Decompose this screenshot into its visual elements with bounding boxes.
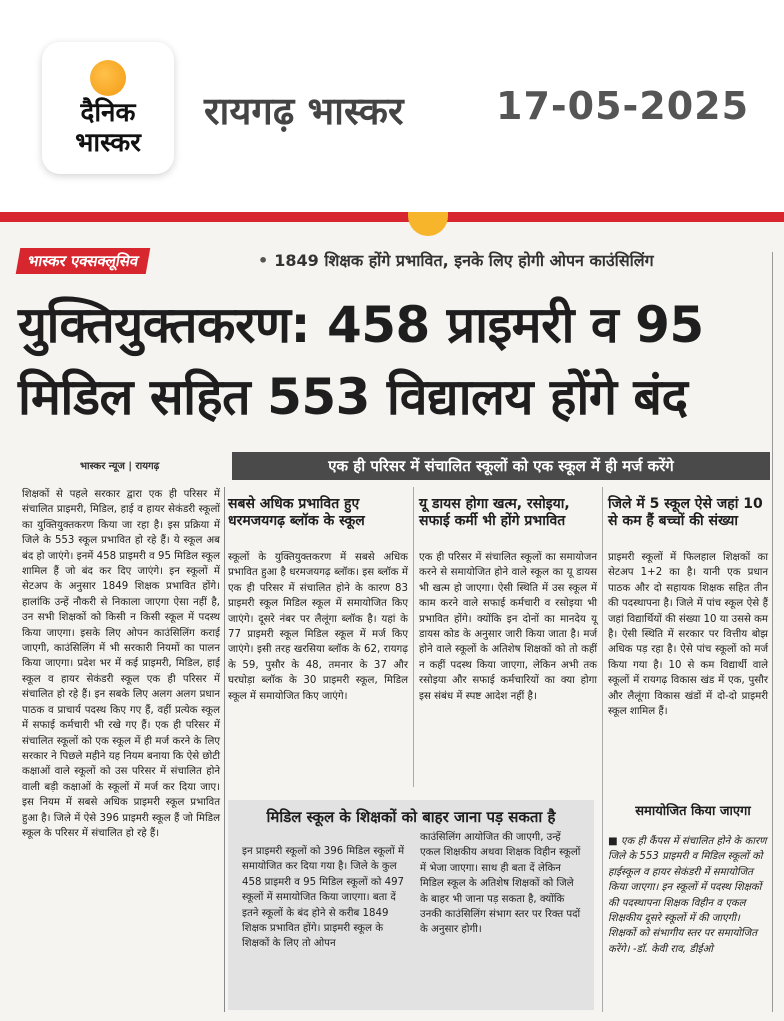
column-divider — [413, 487, 414, 787]
byline: भास्कर न्यूज | रायगढ़ — [80, 461, 160, 472]
section-banner: एक ही परिसर में संचालित स्कूलों को एक स्कूल में ही मर्ज करेंगे — [232, 452, 770, 480]
adjacent-article-edge — [772, 252, 784, 1012]
sun-icon — [90, 60, 126, 96]
bullet-icon: • — [258, 251, 269, 270]
sidebar-box — [228, 800, 594, 1010]
edition-date: 17-05-2025 — [496, 84, 750, 128]
column4-heading: जिले में 5 स्कूल ऐसे जहां 10 से कम हैं बच्चों की संख्या — [608, 496, 763, 529]
headline-line1: युक्तियुक्तकरण: 458 प्राइमरी व 95 — [18, 296, 704, 354]
kicker-text — [258, 248, 654, 274]
box-left-text: इन प्राइमरी स्कूलों को 396 मिडिल स्कूलों में समायोजित कर दिया गया है। जिले के कुल 458 प्राइमरी व 95 मिडिल स्कूलों को 497 स्कूलों में समायोजित किया जाएगा। बता दें इतने स्कूलों के बंद होने से करीब 1849 शिक्षक प्रभावित होंगे। प्राइमरी स्कूल के शिक्षकों के लिए तो ओपन — [242, 846, 405, 950]
box-right-text: काउंसिलिंग आयोजित की जाएगी, उन्हें एकल शिक्षकीय अथवा शिक्षक विहीन स्कूलों में भेजा जाएगा। साथ ही बता दें लेकिन मिडिल स्कूल के अतिशेष शिक्षकों को जिले के बाहर भी जाना पड़ सकता है, क्योंकि उनकी काउंसिलिंग संभाग स्तर पर रिक्त पदों के अनुसार होगी। — [420, 832, 581, 936]
box-heading: मिडिल स्कूल के शिक्षकों को बाहर जाना पड़ सकता है — [266, 808, 556, 826]
logo-line1: दैनिक — [80, 98, 136, 128]
column3-body: एक ही परिसर में संचालित स्कूलों का समायोजन करने से समायोजित होने वाले स्कूल का यू डायस भी खत्म हो जाएगा। ऐसी स्थिति में उस स्कूल में काम करने वाले सफाई कर्मचारी व रसोइया भी प्रभावित होंगे। क्योंकि इन दोनों का मानदेय यू डायस कोड के अनुसार जारी किया जाता है। मर्ज होने वाले स्कूलों के अतिशेष शिक्षकों को तो कहीं न कहीं पदस्थ किया जाएगा, लेकिन अभी तक रसोइया और सफाई कर्मचारियों का क्या होगा इस संबंध में स्पष्ट आदेश नहीं है। — [419, 552, 597, 702]
masthead — [0, 0, 784, 212]
official-quote: ■ एक ही कैंपस में संचालित होने के कारण जिले के 553 प्राइमरी व मिडिल स्कूलों को हाईस्कूल व हायर सेकंडरी में समायोजित किया जाएगा। इन स्कूलों में पदस्थ शिक्षकों की पदस्थापना शिक्षक विहीन व एकल शिक्षकीय दूसरे स्कूलों में की जाएगी। शिक्षकों को संभागीय स्तर पर समायोजित करेंगे। -डॉ. केवी राव, डीईओ — [608, 836, 767, 955]
dainik-bhaskar-logo — [42, 42, 174, 174]
quote-heading: समायोजित किया जाएगा — [635, 804, 751, 819]
kicker-badge: भास्कर एक्सक्लूसिव — [16, 248, 151, 274]
column4-body: प्राइमरी स्कूलों में फिलहाल शिक्षकों का सेटअप 1+2 का है। यानी एक प्रधान पाठक और दो सहायक शिक्षक सहित तीन की पदस्थापना है। जिले में पांच स्कूल ऐसे हैं जहां विद्यार्थियों की संख्या 10 या उससे कम है। ऐसी स्थिति में सरकार पर वित्तीय बोझ अधिक पड़ रहा है। ऐसे पांच स्कूलों को मर्ज किया गया है। 10 से कम विद्यार्थी वाले स्कूलों में रायगढ़ विकास खंड में एक, पुसौर और लैलूंगा विकास खंडों में दो-दो प्राइमरी स्कूल शामिल हैं। — [608, 552, 768, 718]
column2-body: स्कूलों के युक्तियुक्तकरण में सबसे अधिक प्रभावित हुआ है धरमजयगढ़ ब्लॉक। इस ब्लॉक में एक ही परिसर में संचालित होने के कारण 83 प्राइमरी स्कूल मिडिल स्कूल में समायोजित किए जाएंगे। दूसरे नंबर पर लैलूंगा ब्लॉक है। यहां के 77 प्राइमरी स्कूल मिडिल स्कूल में मर्ज किए जाएंगे। इसी तरह खरसिया ब्लॉक के 62, रायगढ़ के 59, पुसौर के 48, तमनार के 37 और घरघोड़ा ब्लॉक के 30 प्राइमरी स्कूल, मिडिल स्कूल में समायोजित किए जाएंगे। — [228, 552, 408, 702]
column3-heading: यू डायस होगा खत्म, रसोइया, सफाई कर्मी भी होंगे प्रभावित — [419, 496, 570, 529]
logo-line2: भास्कर — [75, 128, 141, 158]
newspaper-clipping — [0, 212, 784, 1021]
red-rule — [0, 212, 784, 222]
column-divider — [224, 487, 225, 1012]
column-divider — [602, 487, 603, 1012]
column2-heading: सबसे अधिक प्रभावित हुए धरमजयगढ़ ब्लॉक के स्कूल — [228, 496, 365, 529]
edition-title: रायगढ़ भास्कर — [204, 89, 404, 133]
column1-body: शिक्षकों से पहले सरकार द्वारा एक ही परिसर में संचालित प्राइमरी, मिडिल, हाई व हायर सेकंडरी स्कूलों का युक्तियुक्तकरण किया जा रहा है। इस प्रक्रिया में जिले के 553 स्कूल प्रभावित हो रहे हैं। ये स्कूल अब बंद हो जाएंगे। इनमें 458 प्राइमरी व 95 मिडिल स्कूल शामिल हैं जो बंद कर दिए जाएंगे। इन स्कूलों में सेटअप के अनुसार 1849 शिक्षक प्रभावित होंगे। हालांकि उन्हें नौकरी से निकाला जाएगा ऐसा नहीं है, उन सभी शिक्षकों को किसी न किसी स्कूल में पदस्थ किया जाएगा। इसके लिए ओपन काउंसिलिंग कराई जाएगी, काउंसिलिंग में भी सरकारी नियमों का पालन किया जाएगा। प्रदेश भर में कई प्राइमरी, मिडिल, हाई स्कूल व हायर सेकंडरी स्कूल एक ही परिसर में संचालित हो रहे हैं। इन सबके लिए अलग अलग प्रधान पाठक व प्राचार्य पदस्थ किए गए हैं, वहीं प्रत्येक स्कूल में सफाई कर्मचारी भी रखे गए हैं। एक ही परिसर में संचालित स्कूलों को एक स्कूल में ही मर्ज करने के लिए सरकार ने पिछले महीने यह नियम बनाया कि ऐसे छोटी कक्षाओं वाले स्कूलों को उस परिसर में संचालित होने वाली बड़ी कक्षाओं के स्कूलों में मर्ज कर दिया जाए। इस नियम में सबसे अधिक प्राइमरी स्कूल प्रभावित हुआ है। जिले में ऐसे 396 प्राइमरी स्कूल हैं जो मिडिल स्कूल के परिसर में संचालित हो रहे हैं। — [22, 489, 220, 839]
paper-sun-icon — [408, 212, 448, 236]
kicker-text-label: 1849 शिक्षक होंगे प्रभावित, इनके लिए होगी ओपन काउंसिलिंग — [274, 251, 654, 270]
headline-line2: मिडिल सहित 553 विद्यालय होंगे बंद — [18, 368, 688, 426]
